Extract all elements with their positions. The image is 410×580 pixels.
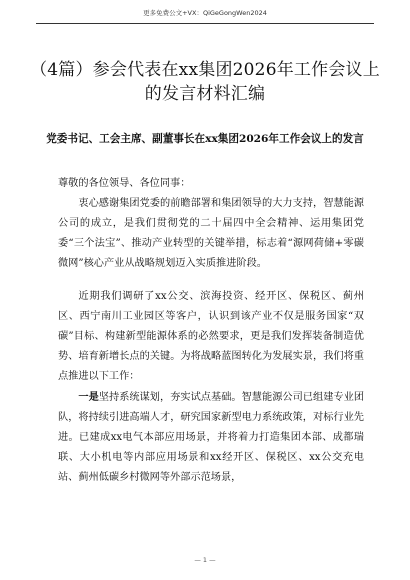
paragraph-2: 近期我们调研了xx公交、滨海投资、经开区、保税区、蓟州区、西宁南川工业园区等客户，认识到该产业不仅是服务国家“双碳”目标、构建新型能源体系的必然要求，更是我们发挥装备制造优势、培育新增长点的关键。为将战略蓝图转化为发展实景，我们将重点推进以下工作：: [58, 291, 364, 382]
point-one-title: 坚持系统谋划，夯实试点基础。: [98, 392, 242, 403]
document-title: （4篇）参会代表在xx集团2026年工作会议上的发言材料汇编: [30, 60, 380, 104]
speech-subtitle: 党委书记、工会主席、副董事长在xx集团2026年工作会议上的发言: [46, 133, 364, 145]
point-one-text: 智慧能源公司已组建专业团队，将持续引进高端人才，研究国家新型电力系统政策，对标行业先进。已建成xx电气本部应用场景，并将着力打造集团本部、成都瑞联、大小机电等内部应用场景和xx经开区、保税区、xx公交充电站、蓟州低碳乡村微网等外部示范场景，: [58, 392, 365, 483]
page-header: 更多免费公文+VX：QiGeGongWen2024: [143, 9, 267, 17]
point-one-lead: 一是: [78, 391, 99, 403]
page-number: — 1 —: [194, 556, 216, 564]
paragraph-3: [58, 387, 364, 488]
document-body: [58, 174, 364, 488]
salutation: 尊敬的各位领导、各位同事：: [58, 178, 191, 189]
paragraph-1: 衷心感谢集团党委的前瞻部署和集团领导的大力支持，智慧能源公司的成立，是我们贯彻党的二十届四中全会精神、运用集团党委“三个法宝”、推动产业转型的关键举措，标志着“源网荷储+零碳微网”核心产业从战略规划迈入实质推进阶段。: [58, 198, 364, 269]
header-divider: [36, 23, 374, 24]
